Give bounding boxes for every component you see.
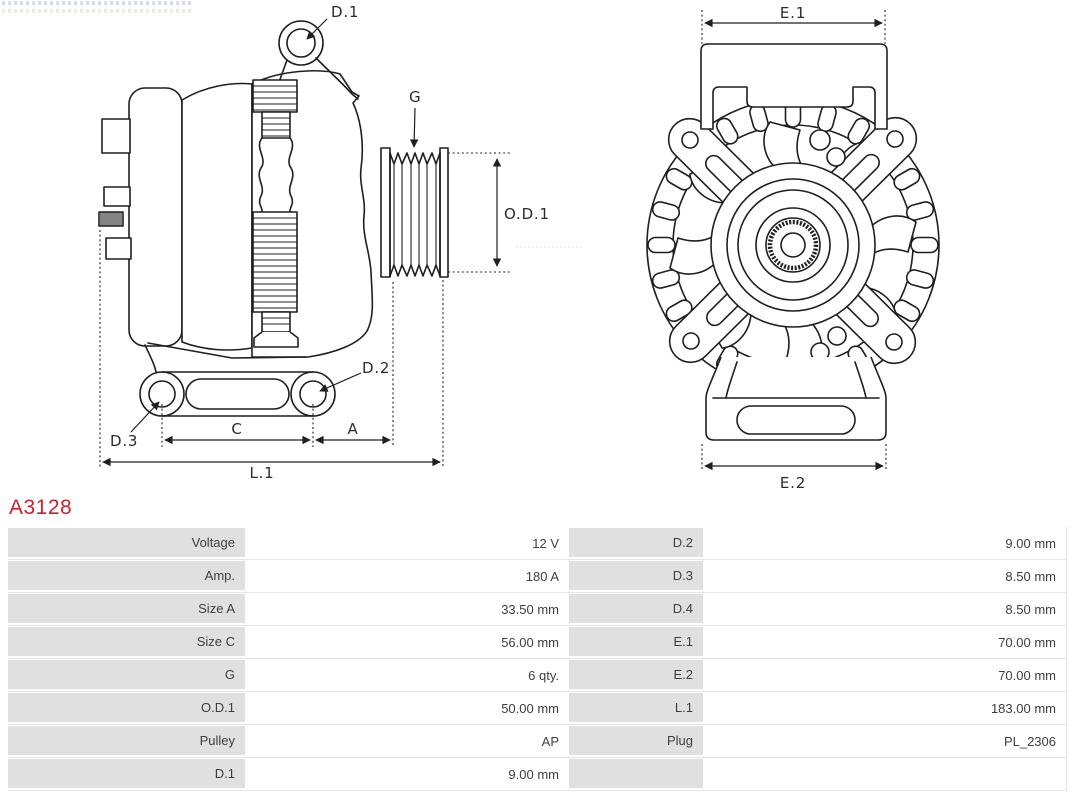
- table-row: [8, 725, 1067, 758]
- spec-label: Size C: [8, 627, 245, 656]
- spec-label: Pulley: [8, 726, 245, 755]
- table-row: [8, 626, 1067, 659]
- spec-value: 50.00 mm: [249, 692, 569, 724]
- spec-value: [707, 758, 1067, 790]
- table-row: [8, 593, 1067, 626]
- front-view-drawing: [647, 4, 939, 492]
- spec-label: D.4: [569, 594, 703, 623]
- dim-label-l1: L.1: [249, 464, 275, 482]
- spec-label: Voltage: [8, 528, 245, 557]
- spec-value: AP: [249, 725, 569, 757]
- spec-label: E.1: [569, 627, 703, 656]
- spec-label: D.2: [569, 528, 703, 557]
- spec-label: L.1: [569, 693, 703, 722]
- spec-value: 180 A: [249, 560, 569, 592]
- spec-value: 183.00 mm: [707, 692, 1067, 724]
- dim-label-e1: E.1: [779, 4, 807, 22]
- table-row: [8, 758, 1067, 791]
- dim-label-c: C: [231, 420, 243, 438]
- spec-value: PL_2306: [707, 725, 1067, 757]
- dim-label-d2: D.2: [362, 359, 391, 377]
- spec-value: 6 qty.: [249, 659, 569, 691]
- spec-label: D.3: [569, 561, 703, 590]
- spec-value: 9.00 mm: [249, 758, 569, 790]
- spec-label: G: [8, 660, 245, 689]
- table-row: [8, 692, 1067, 725]
- spec-value: 70.00 mm: [707, 626, 1067, 658]
- spec-label: D.1: [8, 759, 245, 788]
- spec-label: Size A: [8, 594, 245, 623]
- dim-label-e2: E.2: [779, 474, 807, 492]
- spec-label: Amp.: [8, 561, 245, 590]
- dim-label-d3: D.3: [110, 432, 139, 450]
- spec-label: Plug: [569, 726, 703, 755]
- spec-value: 9.00 mm: [707, 527, 1067, 559]
- spec-value: 70.00 mm: [707, 659, 1067, 691]
- spec-value: 8.50 mm: [707, 560, 1067, 592]
- table-row: [8, 527, 1067, 560]
- table-row: [8, 659, 1067, 692]
- part-number: A3128: [9, 496, 73, 519]
- dim-label-a: A: [347, 420, 359, 438]
- spec-table: [8, 527, 1067, 791]
- dim-label-d1: D.1: [331, 3, 360, 21]
- spec-label: O.D.1: [8, 693, 245, 722]
- spec-value: 12 V: [249, 527, 569, 559]
- spec-value: 33.50 mm: [249, 593, 569, 625]
- dim-label-od1: O.D.1: [504, 205, 550, 223]
- spec-label: [569, 759, 703, 788]
- table-row: [8, 560, 1067, 593]
- spec-value: 56.00 mm: [249, 626, 569, 658]
- spec-label: E.2: [569, 660, 703, 689]
- dim-label-g: G: [409, 88, 422, 106]
- side-view-drawing: [99, 3, 584, 482]
- spec-value: 8.50 mm: [707, 593, 1067, 625]
